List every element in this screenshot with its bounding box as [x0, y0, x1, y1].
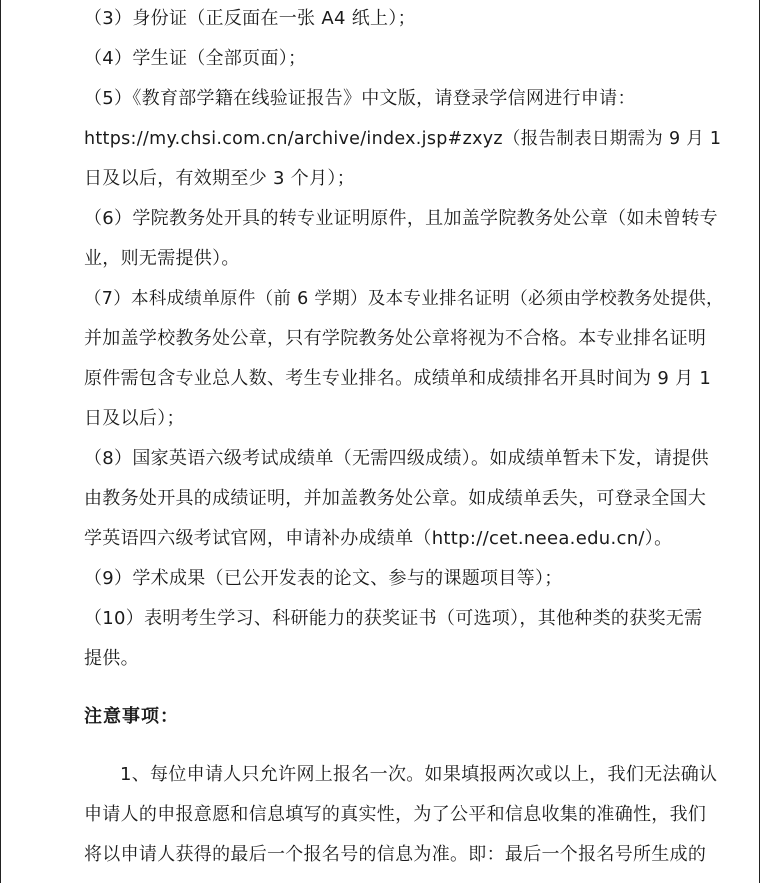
text-line: 原件需包含专业总人数、考生专业排名。成绩单和成绩排名开具时间为 9 月 1	[84, 368, 712, 389]
text-line: （10）表明考生学习、科研能力的获奖证书（可选项），其他种类的获奖无需	[84, 608, 703, 629]
text-line: （4）学生证（全部页面）；	[84, 48, 307, 69]
text-line: （3）身份证（正反面在一张 A4 纸上）；	[84, 8, 416, 29]
text-line: 日及以后）；	[84, 408, 185, 429]
text-line: 日及以后，有效期至少 3 个月）；	[84, 168, 355, 189]
text-line: https://my.chsi.com.cn/archive/index.jsp#zxyz（报告制表日期需为 9 月 1	[84, 129, 722, 149]
notice-heading: 注意事项：	[84, 706, 179, 727]
text-line: 提供。	[84, 648, 139, 669]
text-line: 学英语四六级考试官网，申请补办成绩单（http://cet.neea.edu.cn/）。	[84, 528, 673, 549]
text-line: （7）本科成绩单原件（前 6 学期）及本专业排名证明（必须由学校教务处提供，	[84, 289, 724, 309]
text-line: （8）国家英语六级考试成绩单（无需四级成绩）。如成绩单暂未下发，请提供	[84, 448, 709, 469]
text-line: 业，则无需提供）。	[84, 248, 240, 269]
text-line: （5）《教育部学籍在线验证报告》中文版，请登录学信网进行申请：	[84, 88, 636, 109]
notice-line: 1、每位申请人只允许网上报名一次。如果填报两次或以上，我们无法确认	[120, 764, 718, 785]
text-line: 并加盖学校教务处公章，只有学院教务处公章将视为不合格。本专业排名证明	[84, 328, 707, 349]
notice-line: 申请人的申报意愿和信息填写的真实性，为了公平和信息收集的准确性，我们	[84, 804, 707, 825]
text-line: （9）学术成果（已公开发表的论文、参与的课题项目等）；	[84, 568, 563, 589]
notice-line: 将以申请人获得的最后一个报名号的信息为准。即：最后一个报名号所生成的	[84, 844, 707, 865]
text-line: （6）学院教务处开具的转专业证明原件，且加盖学院教务处公章（如未曾转专	[84, 208, 718, 229]
text-line: 由教务处开具的成绩证明，并加盖教务处公章。如成绩单丢失，可登录全国大	[84, 488, 707, 509]
